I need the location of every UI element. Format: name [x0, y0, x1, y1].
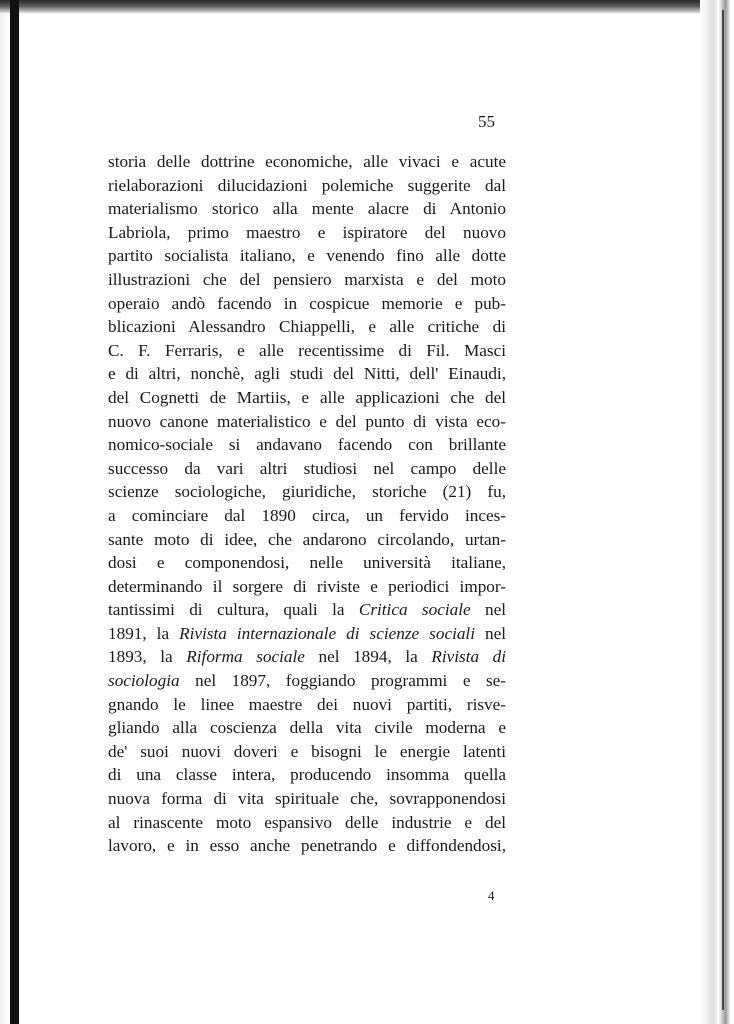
text-segment: del Cognetti de Martiis, e alle applicazioni che del	[108, 387, 506, 407]
text-segment: 1893, la	[108, 647, 187, 667]
text-segment: Labriola, primo maestro e ispiratore del nuovo	[108, 222, 506, 242]
scan-right-border	[722, 10, 724, 1010]
text-segment: operaio andò facendo in cospicue memorie e pub-	[108, 293, 506, 313]
text-line	[108, 386, 506, 410]
page-number: 55	[478, 112, 495, 131]
text-line	[108, 551, 506, 575]
italic-title: Rivista di	[431, 647, 507, 667]
text-line	[108, 339, 506, 363]
scan-left-border	[10, 0, 19, 1024]
text-segment: rielaborazioni dilucidazioni polemiche suggerite dal	[108, 175, 506, 195]
text-line	[108, 410, 506, 434]
text-line	[108, 221, 506, 245]
text-line	[108, 528, 506, 552]
text-line	[108, 575, 506, 599]
text-segment: dosi e componendosi, nelle università italiane,	[108, 553, 506, 573]
text-segment: gnando le linee maestre dei nuovi partiti, risve-	[108, 694, 506, 714]
text-line	[108, 174, 506, 198]
text-line	[108, 740, 506, 764]
text-segment: successo da vari altri studiosi nel campo delle	[108, 458, 506, 478]
text-line	[108, 197, 506, 221]
text-segment: nel	[470, 600, 506, 620]
text-segment: nuovo canone materialistico e del punto di vista eco-	[108, 411, 506, 431]
text-line	[108, 763, 506, 787]
text-line	[108, 598, 506, 622]
text-line	[108, 622, 506, 646]
text-line	[108, 268, 506, 292]
italic-title: Rivista internazionale di scienze sociali	[179, 623, 475, 643]
text-line	[108, 834, 506, 858]
text-segment: storia delle dottrine economiche, alle vivaci e acute	[108, 152, 506, 171]
text-segment: nuova forma di vita spirituale che, sovrapponendosi	[108, 789, 506, 809]
signature-mark: 4	[488, 888, 495, 903]
scan-right-edge	[700, 0, 734, 1024]
text-segment: materialismo storico alla mente alacre di Antonio	[108, 199, 506, 219]
text-segment: scienze sociologiche, giuridiche, storiche (21) fu,	[108, 482, 506, 502]
text-segment: de' suoi nuovi doveri e bisogni le energie latenti	[108, 741, 506, 761]
text-line	[108, 433, 506, 457]
text-segment: di una classe intera, producendo insomma quella	[108, 765, 506, 785]
text-segment: illustrazioni che del pensiero marxista e del moto	[108, 269, 506, 289]
italic-title: sociologia	[108, 671, 180, 691]
text-line	[108, 457, 506, 481]
text-segment: nomico-sociale si andavano facendo con brillante	[108, 435, 506, 455]
text-line	[108, 669, 506, 693]
text-segment: al rinascente moto espansivo delle industrie e del	[108, 812, 506, 832]
text-segment: nel 1894, la	[304, 647, 432, 667]
text-line	[108, 504, 506, 528]
text-segment: nel	[475, 623, 507, 643]
text-segment: gliando alla coscienza della vita civile moderna e	[108, 718, 506, 738]
text-line	[108, 811, 506, 835]
italic-title: Critica sociale	[358, 600, 471, 620]
body-text	[108, 150, 506, 858]
italic-title: Riforma sociale	[186, 647, 305, 667]
text-line	[108, 645, 506, 669]
text-segment: determinando il sorgere di riviste e periodici impor-	[108, 576, 506, 596]
text-segment: a cominciare dal 1890 circa, un fervido inces-	[108, 505, 506, 525]
scan-top-edge	[0, 0, 734, 14]
text-line	[108, 480, 506, 504]
text-segment: partito socialista italiano, e venendo fino alle dotte	[108, 246, 506, 266]
scan-margin	[0, 0, 10, 1024]
text-segment: 1891, la	[108, 623, 180, 643]
text-line	[108, 244, 506, 268]
text-line	[108, 362, 506, 386]
text-line	[108, 716, 506, 740]
text-segment: tantissimi di cultura, quali la	[108, 600, 359, 620]
text-segment: sante moto di idee, che andarono circolando, urtan-	[108, 529, 506, 549]
text-line	[108, 150, 506, 174]
text-segment: lavoro, e in esso anche penetrando e diffondendosi,	[108, 836, 506, 856]
text-line	[108, 315, 506, 339]
text-line	[108, 292, 506, 316]
text-segment: C. F. Ferraris, e alle recentissime di Fil. Masci	[108, 340, 506, 360]
text-segment: e di altri, nonchè, agli studi del Nitti, dell' Einaudi,	[108, 364, 506, 384]
text-line	[108, 693, 506, 717]
text-segment: blicazioni Alessandro Chiappelli, e alle critiche di	[108, 317, 506, 337]
text-line	[108, 787, 506, 811]
text-segment: nel 1897, foggiando programmi e se-	[179, 671, 506, 691]
